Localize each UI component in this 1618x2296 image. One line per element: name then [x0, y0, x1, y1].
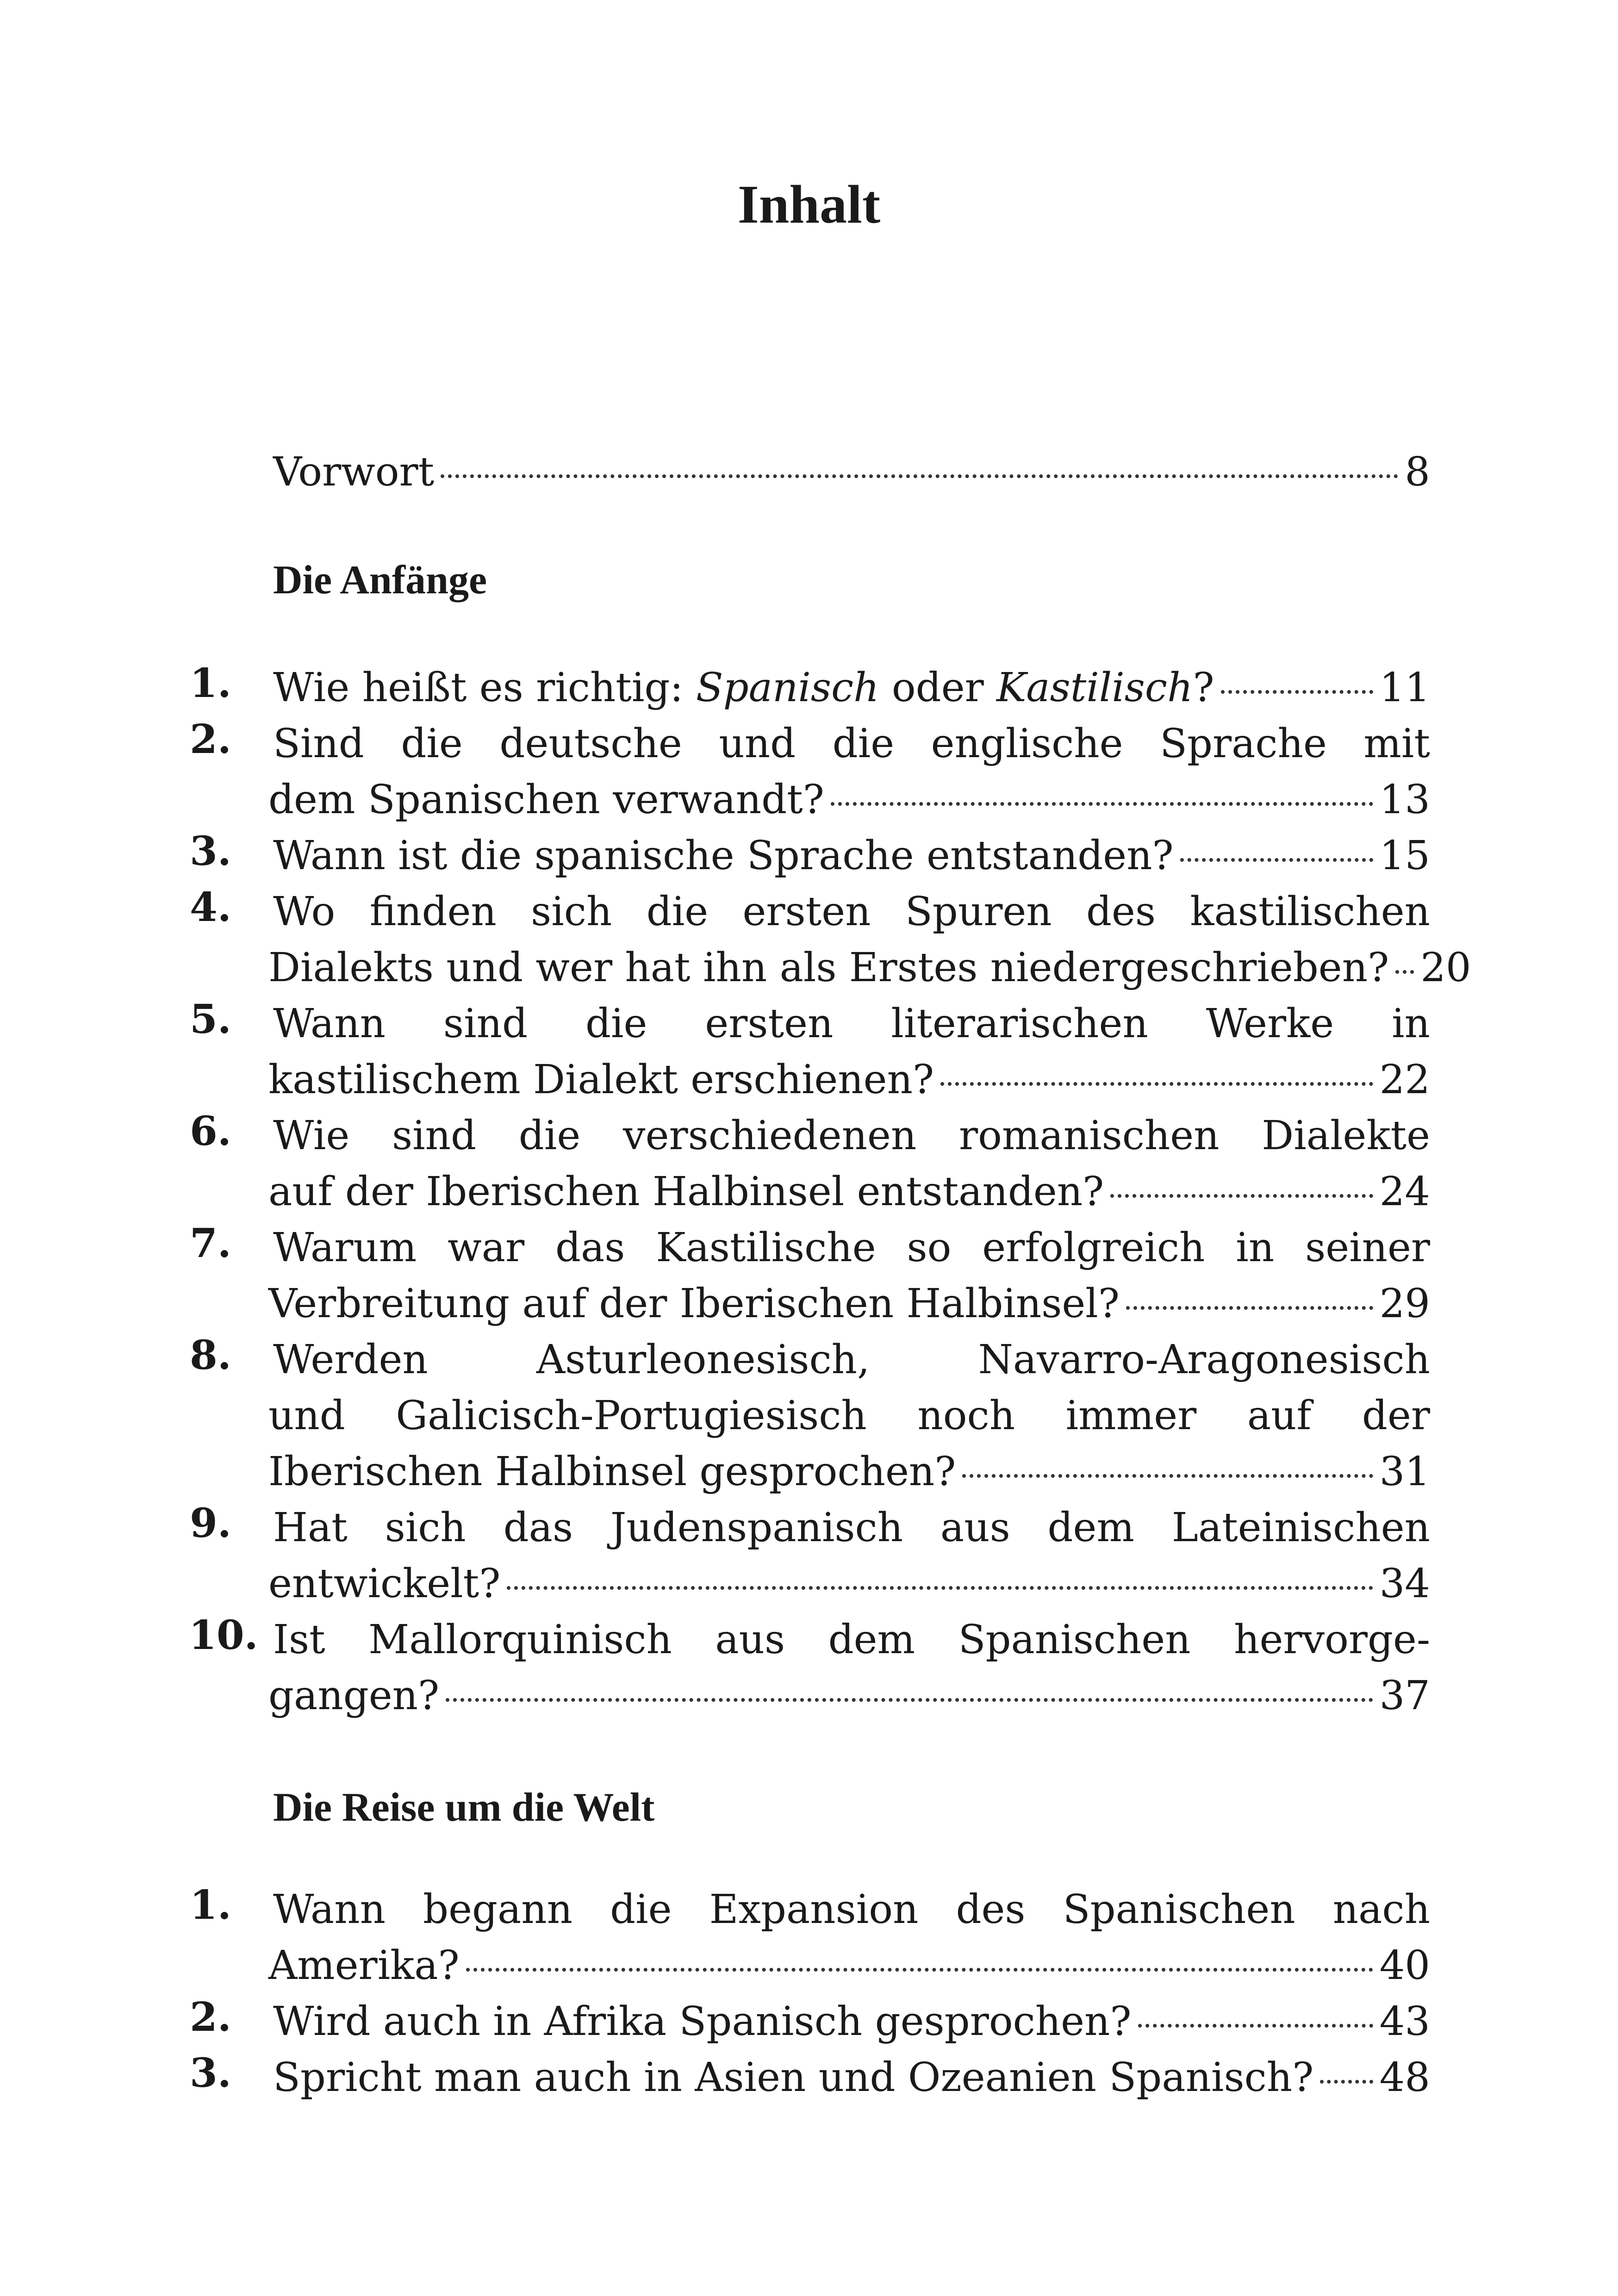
- page-number: 43: [1379, 1998, 1430, 2045]
- dot-leader: [1126, 1306, 1373, 1310]
- toc-entry[interactable]: [190, 716, 1430, 828]
- dot-leader: [1180, 858, 1373, 862]
- page-number: 15: [1379, 833, 1430, 879]
- dot-leader: [831, 802, 1373, 806]
- page-number: 13: [1379, 777, 1430, 823]
- dot-leader: [1395, 970, 1414, 974]
- dot-leader: [962, 1474, 1373, 1478]
- entry-number: 4.: [190, 884, 231, 931]
- toc-entry-label: gangen?: [268, 1673, 440, 1719]
- page-title: Inhalt: [737, 174, 881, 235]
- dot-leader: [940, 1082, 1373, 1086]
- toc-entry[interactable]: [190, 996, 1430, 1108]
- page-number: 22: [1379, 1057, 1430, 1103]
- dot-leader: [507, 1586, 1373, 1590]
- toc-entry-line: [190, 2050, 1430, 2106]
- page-number: 40: [1379, 1942, 1430, 1989]
- toc-entry-label: Wie heißt es richtig: Spanisch oder Kastilisch?: [273, 665, 1214, 711]
- toc-entry[interactable]: [190, 1220, 1430, 1332]
- toc-entry[interactable]: [190, 1994, 1430, 2050]
- entry-number: 9.: [190, 1500, 231, 1547]
- entry-number: 1.: [190, 660, 231, 707]
- page-number: 48: [1379, 2054, 1430, 2101]
- toc-entry-line: Ist Mallorquinisch aus dem Spanischen hervorge-: [273, 1617, 1430, 1663]
- page-number: 11: [1379, 665, 1430, 711]
- toc-entry-label: Iberischen Halbinsel gesprochen?: [268, 1449, 956, 1495]
- toc-entry-line: Warum war das Kastilische so erfolgreich in seiner: [273, 1225, 1430, 1271]
- dot-leader: [1320, 2080, 1373, 2084]
- toc-entry[interactable]: [190, 1108, 1430, 1220]
- toc-entry-line: Wie sind die verschiedenen romanischen Dialekte: [273, 1113, 1430, 1159]
- toc-entry-line: [190, 1938, 1430, 1994]
- toc-entry-label: Vorwort: [273, 449, 435, 495]
- entry-number: 7.: [190, 1220, 231, 1267]
- toc-entry-label: Amerika?: [268, 1942, 460, 1989]
- toc-entry-line: Sind die deutsche und die englische Sprache mit: [273, 721, 1430, 767]
- toc-entry-line: Hat sich das Judenspanisch aus dem Lateinischen: [273, 1505, 1430, 1551]
- dot-leader: [1110, 1194, 1373, 1198]
- toc-entry-label: entwickelt?: [268, 1561, 501, 1607]
- page-number: 8: [1405, 449, 1430, 495]
- toc-entry-label: kastilischem Dialekt erschienen?: [268, 1057, 934, 1103]
- page-number: 29: [1379, 1281, 1430, 1327]
- entry-number: 3.: [190, 2050, 231, 2097]
- toc-entry[interactable]: [190, 2050, 1430, 2106]
- toc-entry[interactable]: [190, 660, 1430, 716]
- page-number: 20: [1420, 945, 1471, 991]
- page-number: 34: [1379, 1561, 1430, 1607]
- toc-entry-line: [190, 772, 1430, 828]
- dot-leader: [1138, 2024, 1373, 2028]
- entry-number: 10.: [189, 1612, 258, 1659]
- toc-entry-line: und Galicisch-Portugiesisch noch immer auf der: [268, 1393, 1430, 1439]
- toc-entry[interactable]: [190, 1882, 1430, 1994]
- toc-entry-line: [190, 660, 1430, 716]
- section-heading: Die Anfänge: [273, 558, 487, 603]
- toc-entry-label: Dialekts und wer hat ihn als Erstes niedergeschrieben?: [268, 945, 1389, 991]
- toc-entry-line: [190, 444, 1430, 500]
- toc-entry-line: [190, 1052, 1430, 1108]
- dot-leader: [446, 1698, 1373, 1702]
- entry-number: 3.: [190, 828, 231, 875]
- toc-entry-label: Spricht man auch in Asien und Ozeanien Spanisch?: [273, 2054, 1314, 2101]
- toc-entry-line: [190, 828, 1430, 884]
- toc-entry-label: Verbreitung auf der Iberischen Halbinsel?: [268, 1281, 1120, 1327]
- toc-entry-label: Wann ist die spanische Sprache entstanden?: [273, 833, 1174, 879]
- page-number: 31: [1379, 1449, 1430, 1495]
- toc-entry[interactable]: [190, 828, 1430, 884]
- toc-entry-line: [190, 1276, 1430, 1332]
- toc-entry-line: [190, 1994, 1430, 2050]
- entry-number: 2.: [190, 1994, 231, 2041]
- toc-entry-line: Wann sind die ersten literarischen Werke in: [273, 1001, 1430, 1047]
- toc-entry[interactable]: [190, 1500, 1430, 1612]
- entry-number: 2.: [190, 716, 231, 763]
- entry-number: 8.: [190, 1332, 231, 1379]
- entry-number: 5.: [190, 996, 231, 1043]
- toc-entry-vorwort[interactable]: [190, 444, 1430, 500]
- toc-entry-line: [190, 940, 1471, 996]
- toc-entry-line: [190, 1668, 1430, 1724]
- toc-entry-line: [190, 1556, 1430, 1612]
- toc-entry-line: Wann begann die Expansion des Spanischen nach: [273, 1886, 1430, 1933]
- dot-leader: [1221, 690, 1373, 694]
- table-of-contents: [189, 444, 1471, 2106]
- toc-entry-label: Wird auch in Afrika Spanisch gesprochen?: [273, 1998, 1132, 2045]
- toc-entry-line: Wo finden sich die ersten Spuren des kastilischen: [273, 889, 1430, 935]
- toc-entry-line: [190, 1164, 1430, 1220]
- toc-entry[interactable]: [190, 1332, 1430, 1500]
- dot-leader: [466, 1968, 1373, 1972]
- page-number: 37: [1379, 1673, 1430, 1719]
- entry-number: 6.: [190, 1108, 231, 1155]
- toc-entry[interactable]: [190, 1612, 1430, 1724]
- toc-entry-label: auf der Iberischen Halbinsel entstanden?: [268, 1169, 1104, 1215]
- dot-leader: [441, 474, 1398, 478]
- toc-entry-line: Werden Asturleonesisch, Navarro-Aragonesisch: [273, 1337, 1430, 1383]
- page-number: 24: [1379, 1169, 1430, 1215]
- toc-entry[interactable]: [190, 884, 1471, 996]
- section-heading: Die Reise um die Welt: [273, 1785, 655, 1830]
- toc-entry-label: dem Spanischen verwandt?: [268, 777, 824, 823]
- entry-number: 1.: [190, 1882, 231, 1929]
- toc-entry-line: [190, 1444, 1430, 1500]
